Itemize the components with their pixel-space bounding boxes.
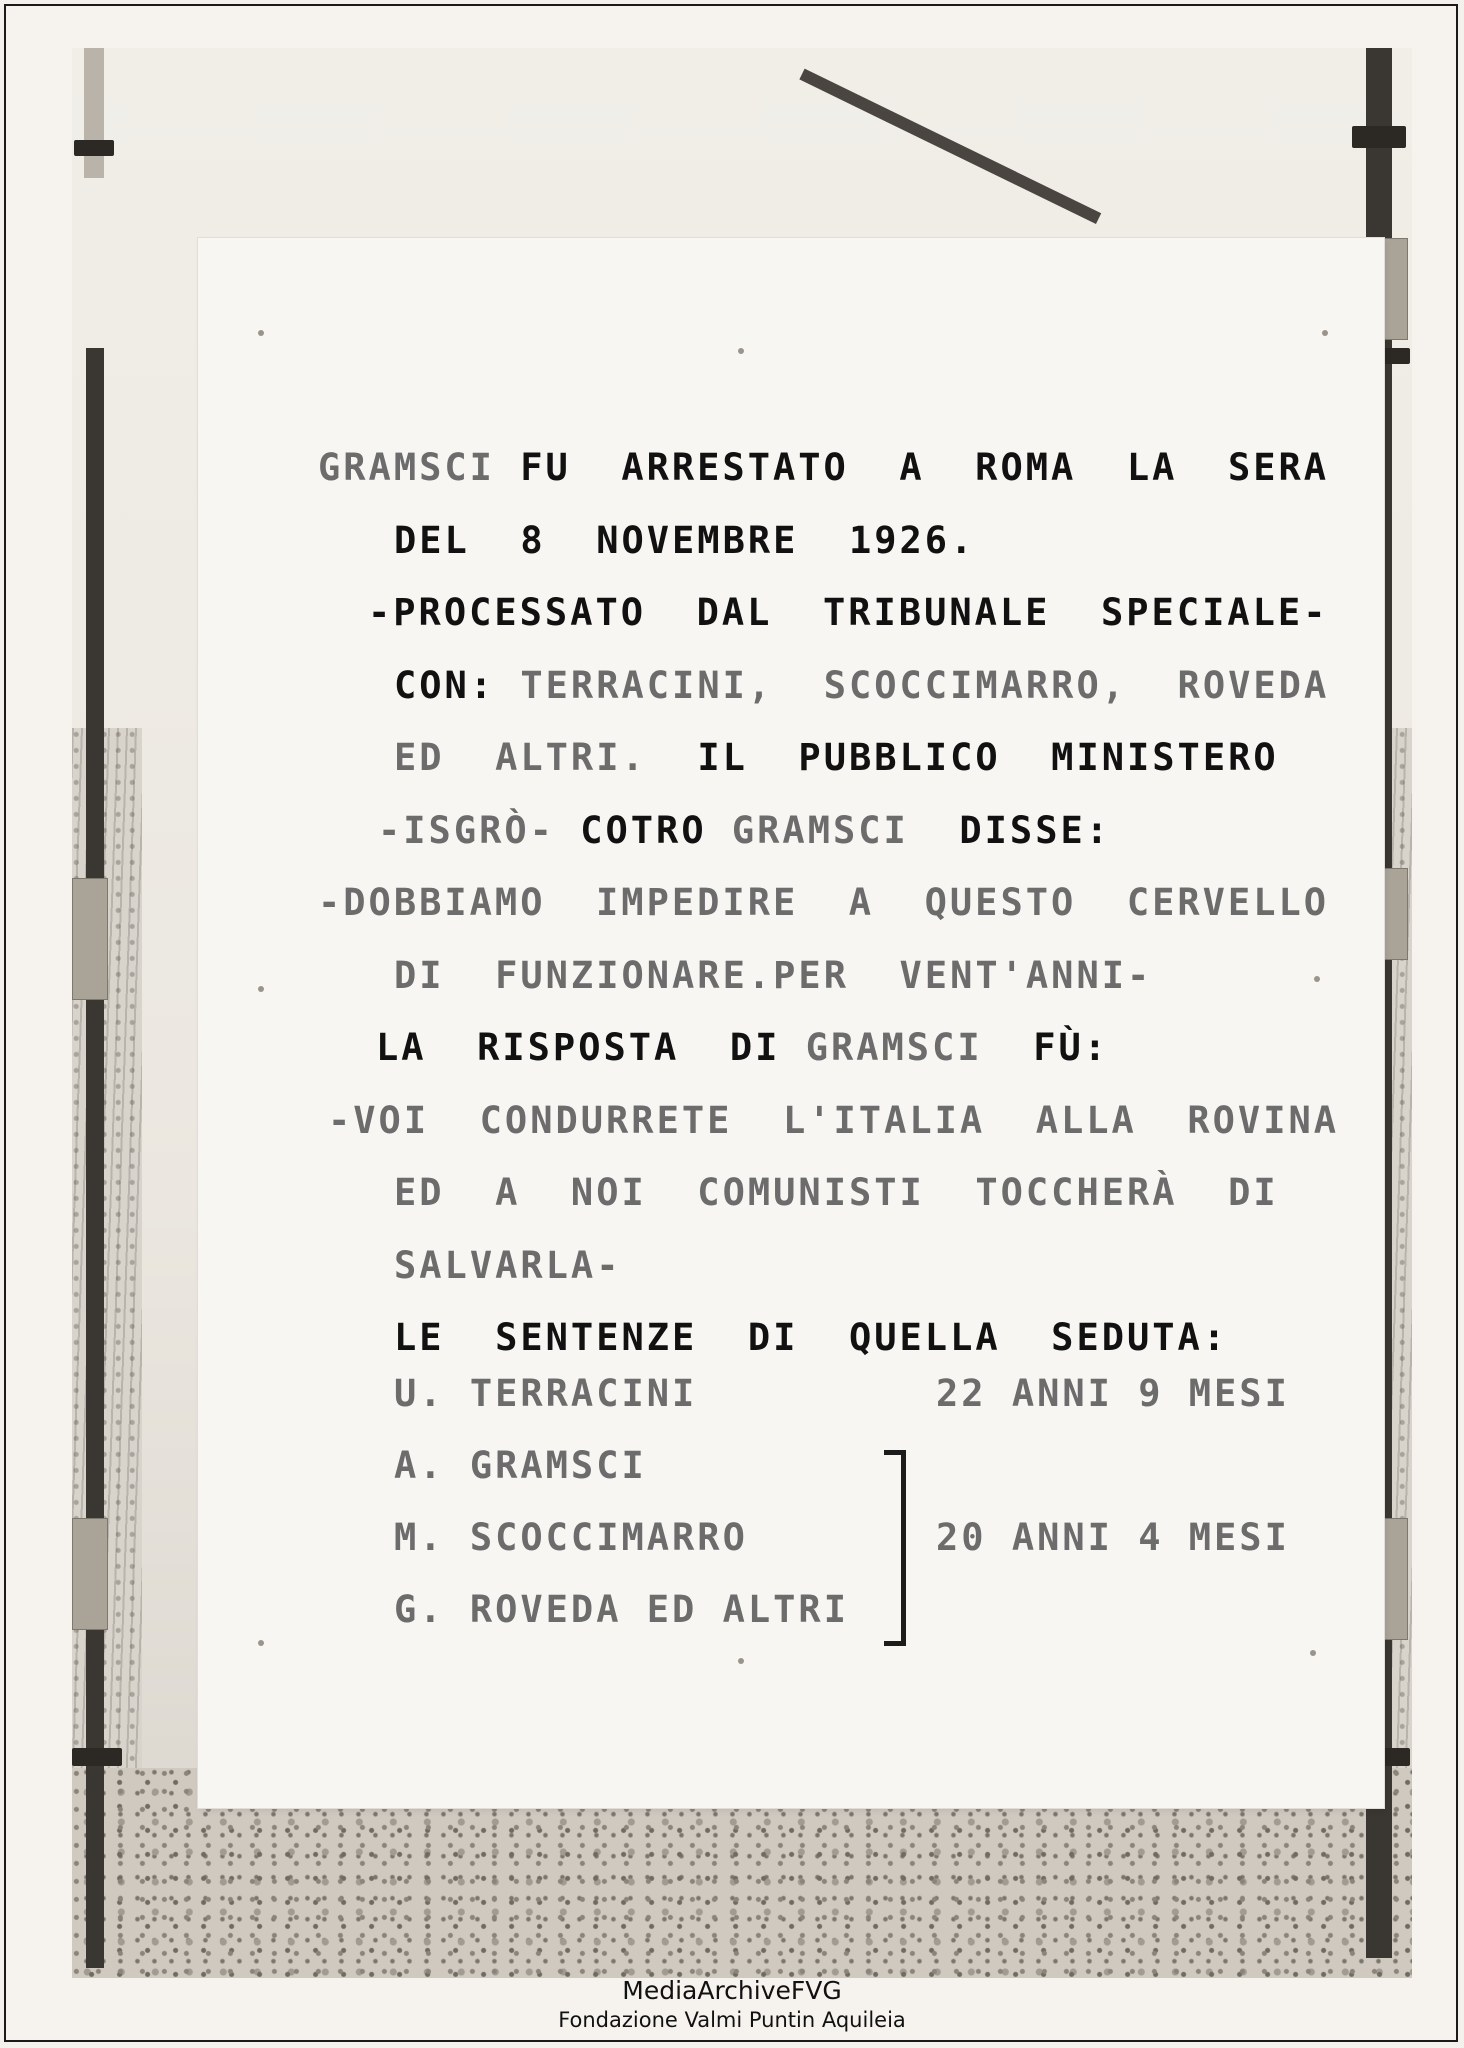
- archive-name: MediaArchiveFVG: [622, 1976, 842, 2005]
- archive-subtitle: Fondazione Valmi Puntin Aquileia: [558, 2008, 906, 2032]
- sentence-name: A. GRAMSCI: [394, 1444, 647, 1487]
- sign-text-fragment: ED ALTRI.: [394, 736, 647, 779]
- sign-text-fragment: IL PUBBLICO MINISTERO: [646, 736, 1279, 779]
- sign-line: [394, 736, 1279, 779]
- sign-text-fragment: LE SENTENZE DI QUELLA SEDUTA:: [394, 1316, 1229, 1359]
- sign-line: [328, 1099, 1339, 1142]
- sign-text-fragment: GRAMSCI: [805, 1026, 983, 1069]
- sign-line: [394, 1316, 1228, 1359]
- sign-text-fragment: -PROCESSATO DAL TRIBUNALE SPECIALE-: [368, 591, 1329, 634]
- screw: [258, 1640, 264, 1646]
- sign-text-fragment: DEL 8 NOVEMBRE 1926.: [394, 518, 976, 562]
- sentence-name: M. SCOCCIMARRO: [394, 1516, 748, 1559]
- sentence-name: G. ROVEDA ED ALTRI: [394, 1588, 849, 1631]
- sign-text-fragment: CON:: [394, 663, 496, 707]
- screw: [258, 330, 264, 336]
- wooden-plank: [72, 1518, 108, 1630]
- sign-line: [318, 881, 1329, 924]
- sign-line: [368, 591, 1328, 634]
- sign-text-fragment: FU ARRESTATO A ROMA LA SERA: [494, 446, 1330, 489]
- pole-clamp: [72, 1748, 122, 1766]
- scaffold-pole: [84, 48, 104, 178]
- sign-text-fragment: DI FUNZIONARE.PER VENT'ANNI-: [394, 953, 1153, 997]
- photograph: [72, 48, 1412, 1978]
- sign-line: [394, 664, 1329, 707]
- sign-line: [378, 809, 1111, 852]
- sign-text-fragment: FÙ:: [982, 1026, 1110, 1069]
- sentence-name: U. TERRACINI: [394, 1372, 698, 1415]
- pole-clamp: [1352, 126, 1406, 148]
- sign-line: [394, 1171, 1279, 1214]
- sign-text-fragment: SALVARLA-: [394, 1243, 622, 1287]
- memorial-sign: [198, 238, 1384, 1808]
- sign-text-fragment: GRAMSCI: [731, 808, 909, 852]
- sign-text-fragment: COTRO: [554, 808, 732, 852]
- photo-print-frame: [4, 4, 1458, 2042]
- wooden-plank: [72, 878, 108, 1000]
- sign-text-fragment: GRAMSCI: [318, 446, 495, 489]
- sign-text-fragment: -ISGRÒ-: [378, 808, 555, 852]
- pole-clamp: [74, 140, 114, 156]
- screw: [1310, 1650, 1316, 1656]
- sentence-term: 20 ANNI 4 MESI: [936, 1516, 1290, 1559]
- sentence-term: 22 ANNI 9 MESI: [936, 1372, 1290, 1415]
- scaffold-pole: [86, 348, 104, 1968]
- screw: [258, 986, 264, 992]
- screw: [1314, 976, 1320, 982]
- sign-line: [376, 1026, 1109, 1069]
- sign-line: [318, 446, 1329, 489]
- screw: [1322, 330, 1328, 336]
- screw: [738, 1658, 744, 1664]
- sentence-bracket: [884, 1450, 906, 1646]
- sign-text-fragment: ED A NOI COMUNISTI TOCCHERÀ DI: [394, 1171, 1279, 1214]
- sign-line: [394, 1244, 621, 1287]
- sign-text-fragment: LA RISPOSTA DI: [376, 1026, 806, 1069]
- diagonal-brace: [799, 69, 1101, 224]
- sign-text-fragment: DISSE:: [908, 808, 1112, 852]
- sign-text-fragment: TERRACINI, SCOCCIMARRO, ROVEDA: [495, 663, 1330, 707]
- archive-caption: [0, 1976, 1464, 2034]
- sign-text-fragment: -VOI CONDURRETE L'ITALIA ALLA ROVINA: [328, 1098, 1340, 1142]
- sign-line: [394, 519, 975, 562]
- sign-text-fragment: -DOBBIAMO IMPEDIRE A QUESTO CERVELLO: [318, 881, 1330, 924]
- screw: [738, 348, 744, 354]
- sign-line: [394, 954, 1152, 997]
